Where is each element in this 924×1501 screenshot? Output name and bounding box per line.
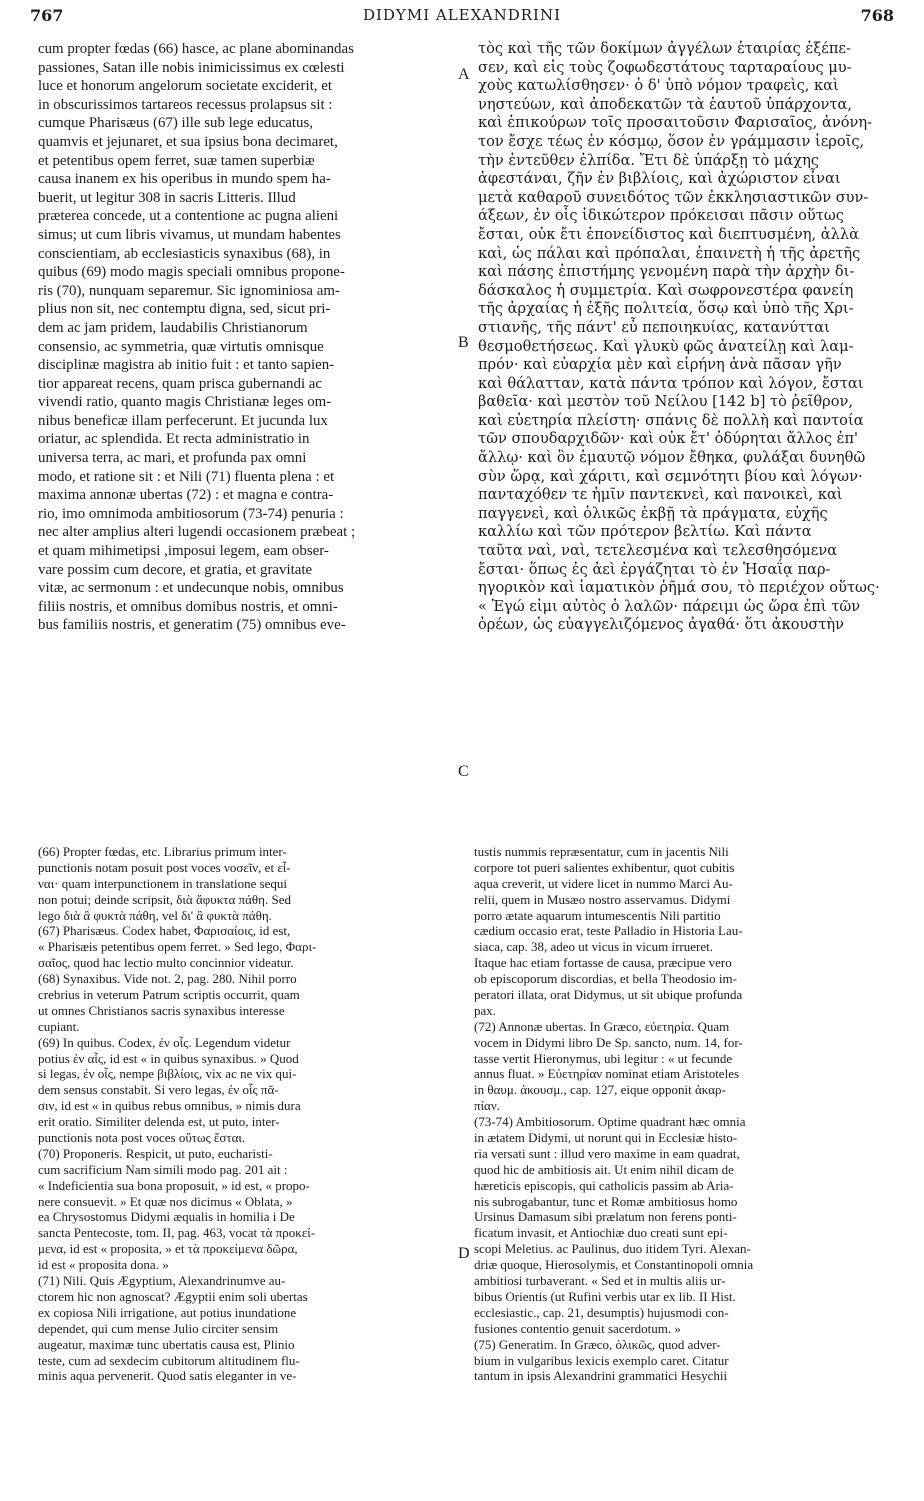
greek-text-line: παγγενεὶ, καὶ ὁλικῶς ἐκβῇ τὰ πράγματα, εὐχῆς [478,504,828,522]
latin-text-line: nec alter amplius alteri lugendi occasionem præbeat ; [38,524,356,541]
latin-text-line: in obscurissimos tartareos recessus prolapsus sit : [38,96,333,113]
footnote-line: πίαν. [474,1098,500,1114]
footnote-line: Itaque hac etiam fortasse de causa, præcipue vero [474,955,732,971]
footnote-line: augeatur, maximæ tunc ubertatis causa est, Plinio [38,1336,295,1352]
latin-text-line: quibus (69) modo magis speciali omnibus propone- [38,264,345,281]
greek-text-line: τὸς καὶ τῆς τῶν δοκίμων ἀγγέλων ἑταιρίας ἐξέπε- [478,40,851,57]
footnote-line: σιν, id est « in quibus rebus omnibus, » nimis dura [38,1098,301,1114]
left-page-number: 767 [30,6,64,25]
greek-text-line: σεν, καὶ εἰς τοὺς ζοφωδεστάτους ταρταραίους μυ- [478,58,852,76]
latin-text-line: vare possim cum decore, et gratia, et gravitate [38,561,313,578]
greek-text-line: ἄλλῳ· καὶ ὃν ἐμαυτῷ νόμον ἔθηκα, φυλάξαι δυνηθῶ [478,449,866,467]
footnote-line: corpore tot pueri salientes exhibentur, quot cubitis [474,859,735,875]
footnote-line: ea Chrysostomus Didymi æqualis in homilia i De [38,1209,295,1225]
footnote-line: siaca, cap. 38, adeo ut vicus in vicum irrueret. [474,939,713,955]
footnotes-left-column [38,844,456,1384]
footnote-line: ria versati sunt : illud vero maxime in eam quadrat, [474,1145,740,1161]
latin-text-line: oriatur, ac splendida. Et recta administratio in [38,431,310,448]
greek-text-line: άξεων, ἐν οἷς ἰδικώτερον πρόκεισαι πᾶσιν οὕτως [478,207,844,225]
latin-text-line: tior appareat recens, quam prisca gubernandi ac [38,375,323,392]
latin-text-line: vivendi ratio, quanto magis Christianæ leges om- [38,394,332,411]
latin-text-line: nibus beneficæ illam perfecerunt. Et jucunda lux [38,412,328,429]
latin-text-line: dem ac jam pridem, laudabilis Christianorum [38,319,308,336]
greek-text-line: σὺν ὥρᾳ, καὶ χάριτι, καὶ σεμνότητι βίου καὶ λόγων· [478,467,863,485]
footnote-line: « Indeficientia sua bona proposuit, » id est, « propo- [38,1177,310,1193]
footnote-line: teste, cum ad sexdecim cubitorum altitudinem flu- [38,1352,300,1368]
footnote-line: id est « proposita dona. » [38,1257,169,1273]
greek-text-line: καὶ ἐπικούρων τοῖς προσαιτοῦσιν Φαρισαῖος, ἀνόνη- [478,114,873,132]
latin-text-line: quamvis et jejunaret, et sua ipsius bona decimaret, [38,133,338,150]
greek-text-line: ἔσται, οὐκ ἔτι ἐπονείδιστος καὶ διεπτυσμένη, ἀλλὰ [478,225,859,243]
latin-text-line: luce et honorum angelorum societate exciderit, et [38,78,332,95]
latin-text-line: plius non sit, nec contemptu digna, sed, sicut pri- [38,301,331,318]
footnote-line: (72) Annonæ ubertas. In Græco, εὐετηρία. Quam [474,1018,730,1034]
footnote-line: in θαυμ. ἀκουσμ., cap. 127, eique opponit ἀκαρ- [474,1082,726,1098]
latin-text-line: et petentibus opem ferret, suæ tamen superbiæ [38,152,315,169]
footnote-line: σαῖος, quod hac lectio multo concinnior videatur. [38,955,294,971]
footnote-line: cupiant. [38,1018,80,1034]
footnote-line: ficatum invasit, et Antiochiæ duo creati sunt epi- [474,1225,728,1241]
greek-text-line: βαθεῖα· καὶ μεστὸν τοῦ Νείλου [142 b] τὸ ῥεῖθρον, [478,393,854,411]
margin-marker-a: A [458,66,470,83]
latin-text-line: filiis nostris, et omnibus domibus nostris, et omni- [38,598,338,615]
footnote-line: relii, quem in Musæo nostro asservamus. Didymi [474,891,731,907]
footnote-line: dependet, qui cum mense Julio circiter sensim [38,1320,279,1336]
footnote-line: (66) Propter fœdas, etc. Librarius primum inter- [38,844,287,859]
latin-text-line: vitæ, ac sermonum : et undecunque nobis, omnibus [38,580,344,597]
footnote-line: nis subrogabantur, tunc et Romæ ambitiosus homo [474,1193,738,1209]
latin-text-line: rio, imo omnimoda ambitiosorum (73-74) penuria : [38,505,344,522]
greek-text-line: πανταχόθεν τε ἡμῖν παντεκνεὶ, καὶ πανοικεὶ, καὶ [478,486,843,504]
latin-text-line: buerit, ut legitur 308 in sacris Litteris. Illud [38,189,296,206]
greek-text-line: νηστεύων, καὶ ἀποδεκατῶν τὰ ἑαυτοῦ ὑπάρχοντα, [478,95,852,113]
footnote-line: punctionis nota post voces οὕτως ἔσται. [38,1130,246,1146]
footnote-line: porro ætate aquarum intumescentis Nili partitio [474,907,721,923]
latin-text-line: maxima annonæ ubertas (72) : et magna e contra- [38,487,334,504]
footnote-line: (69) In quibus. Codex, ἐν οἷς. Legendum videtur [38,1034,291,1050]
footnote-line: driæ quoque, Hierosolymis, et Constantinopoli omnia [474,1257,754,1273]
latin-text-line: cumque Pharisæus (67) ille sub lege educatus, [38,115,314,132]
greek-text-column [478,40,898,635]
footnote-line: (73-74) Ambitiosorum. Optime quadrant hæc omnia [474,1114,746,1130]
footnote-line: Ursinus Damasum sibi prælatum non ferens ponti- [474,1209,737,1225]
footnote-line: (70) Proponeris. Respicit, ut puto, eucharisti- [38,1145,273,1161]
greek-text-line: χοὺς κατωλίσθησεν· ὁ δ' ὑπὸ νόμον τραφεὶς, καὶ [478,77,839,95]
greek-text-line: δάσκαλος ἡ συμμετρία. Καὶ σωφρονεστέρα φανείη [478,281,854,299]
footnote-line: lego διὰ ἃ φυκτὰ πάθη, vel δι' ἃ φυκτὰ πάθη. [38,907,272,923]
greek-text-line: τον ἔσχε τέως ἐν κόσμῳ, ὅσον ἐν γράμμασιν ἱεροῖς, [478,132,865,150]
footnote-line: ob episcoporum discordias, et bella Theodosio im- [474,971,737,987]
footnote-line: ναι· quam interpunctionem in translatione sequi [38,875,288,891]
greek-text-line: ηγορικὸν καὶ ἰαματικὸν ῥῆμά σου, τὸ περιέχον οὕτως· [478,579,880,597]
greek-text-line: θεσμοθετήσεως. Καὶ γλυκὺ φῶς ἀνατείλῃ καὶ λαμ- [478,337,854,355]
latin-text-line: cum propter fœdas (66) hasce, ac plane abominandas [38,41,354,57]
latin-text-line: et quam mihimetipsi ,imposui legem, eam obser- [38,543,329,560]
greek-text-line: καλλίω καὶ τῶν πρότερον βελτίω. Καὶ πάντα [478,523,812,541]
footnote-line: ctorem hic non agnoscat? Ægyptii enim soli ubertas [38,1288,308,1304]
greek-text-line: καὶ, ὡς πάλαι καὶ πρόπαλαι, ἐπαινετὴ ἡ τῆς ἀρετῆς [478,244,861,262]
footnote-line: non potui; deinde scripsit, διὰ ἄφυκτα πάθη. Sed [38,891,291,907]
greek-text-line: τὴν ἐντεῦθεν ἐλπίδα. Ἔτι δὲ ὑπάρξῃ τὸ μάχης [478,151,820,169]
footnote-line: fusiones contentio genuit sacerdotum. » [474,1320,681,1336]
footnote-line: dem sensus constabit. Si vero legas, ἐν οἷς πᾶ- [38,1082,279,1098]
greek-text-line: ἀφεστάναι, ζῆν ἐν βιβλίοις, καὶ ἀχώριστον εἶναι [478,170,841,188]
latin-text-line: disciplinæ magistra ab initio fuit : et tanto sapien- [38,357,335,374]
margin-marker-d: D [458,1245,470,1262]
latin-text-line: modo, et ratione sit : et Nili (71) fluenta plena : et [38,468,335,485]
latin-text-line: præterea concede, ut a contentione ac pugna alieni [38,208,339,225]
greek-text-line: ταῦτα ναὶ, ναὶ, τετελεσμένα καὶ τελεσθησόμενα [478,542,838,560]
greek-text-line: ὀρέων, ὡς εὐαγγελιζόμενος ἀγαθά· ὅτι ἀκουστὴν [478,616,845,634]
margin-marker-c: C [458,763,469,780]
latin-text-line: causa inanem ex his operibus in mundo spem ha- [38,171,331,188]
footnote-line: bibus Orientis (ut Rufini verbis utar ex lib. II Hist. [474,1288,736,1304]
greek-text-line: στιανῆς, τῆς πάντ' εὖ πεποιηκυίας, κατανύτται [478,318,830,336]
footnote-line: annus fluat. » Εὐετηρίαν nominat etiam Aristoteles [474,1066,740,1082]
footnote-line: si legas, ἐν οἷς, nempe βιβλίοις, vix ac ne vix qui- [38,1066,297,1082]
footnote-line: nere consuevit. » Et quæ nos dicimus « Oblata, » [38,1193,293,1209]
latin-text-line: bus familiis nostris, et generatim (75) omnibus eve- [38,617,346,634]
footnote-line: cum sacrificium Nam simili modo pag. 201 ait : [38,1161,288,1177]
greek-text-line: μετὰ καθαροῦ συνειδότος τῶν ἐκκλησιαστικῶν συν- [478,188,869,206]
footnote-line: crebrius in veterum Patrum scriptis occurrit, quam [38,987,300,1003]
footnote-line: scopi Meletius. ac Paulinus, duo itidem Tyri. Alexan- [474,1241,751,1257]
greek-text-line: « Ἐγώ εἰμι αὐτὸς ὁ λαλῶν· πάρειμι ὡς ὥρα ἐπὶ τῶν [478,597,861,615]
footnote-line: pax. [474,1002,497,1018]
footnote-line: ecclesiastic., cap. 21, desumptis) hujusmodi con- [474,1304,729,1320]
footnote-line: in ætatem Didymi, ut norunt qui in Ecclesiæ histo- [474,1130,738,1146]
footnote-line: hæreticis episcopis, qui catholicis passim ab Aria- [474,1177,734,1193]
footnote-line: punctionis notam posuit post voces νοσεῖν, et εἶ- [38,859,291,875]
running-title: DIDYMI ALEXANDRINI [362,6,562,24]
footnotes-right-column [474,844,896,1384]
footnote-line: ut omnes Christianos sacris synaxibus interesse [38,1002,285,1018]
footnote-line: (75) Generatim. In Græco, ὁλικῶς, quod adver- [474,1336,721,1352]
footnote-line: peratori illata, orat Didymus, ut sit ubique profunda [474,987,743,1003]
footnote-line: tustis nummis repræsentatur, cum in jacentis Nili [474,844,729,859]
latin-text-line: consensio, ac symmetria, quæ virtutis omnisque [38,338,324,355]
greek-text-line: ἔσται· ὅπως ἐς ἀεὶ ἐργάζηται τὸ ἐν Ἡσαΐᾳ παρ- [478,560,831,578]
footnote-line: erit oratio. Similiter delenda est, ut puto, inter- [38,1114,280,1130]
margin-marker-b: B [458,334,469,351]
page-header [30,6,894,36]
footnote-line: tantum in ipsis Alexandrini grammatici Hesychii [474,1368,728,1384]
footnote-line: (67) Pharisæus. Codex habet, Φαρισαίοις, id est, [38,923,291,939]
footnote-line: (71) Nili. Quis Ægyptium, Alexandrinumve au- [38,1273,286,1289]
greek-text-line: καὶ εὐετηρία πλείστη· σπάνις δὲ πολλὴ καὶ παντοία [478,411,864,429]
footnote-line: potius ἐν αἷς, id est « in quibus synaxibus. » Quod [38,1050,299,1066]
greek-text-line: καὶ πάσης ἐπιστήμης γενομένη παρὰ τὴν ἀρχὴν δι- [478,263,855,281]
footnote-line: tasse vertit Hieronymus, ubi legitur : « ut fecunde [474,1050,733,1066]
latin-text-line: universa terra, ac mari, et profunda pax omni [38,450,307,467]
footnote-line: sancta Pentecoste, tom. II, pag. 463, vocat τὰ προκεί- [38,1225,316,1241]
latin-text-line: conscientiam, ab ecclesiasticis synaxibus (68), in [38,245,331,262]
footnote-line: quod hic de ambitiosis ait. Ut enim nihil dicam de [474,1161,734,1177]
footnote-line: (68) Synaxibus. Vide not. 2, pag. 280. Nihil porro [38,971,297,987]
footnote-line: minis aqua pervenerit. Quod satis eleganter in ve- [38,1368,297,1384]
latin-text-line: simus; ut cum libris vivamus, ut mundam habentes [38,226,341,243]
latin-text-line: passiones, Satan ille nobis inimicissimus ex cœlesti [38,59,345,76]
greek-text-line: καὶ θάλατταν, κατὰ πάντα τρόπον καὶ λόγον, ἔσται [478,374,864,392]
footnote-line: « Pharisæis petentibus opem ferret. » Sed lego, Φαρι- [38,939,317,955]
right-page-number: 768 [860,6,894,25]
greek-text-line: τῆς ἀρχαίας ἡ ἐξῆς πολιτεία, ὅσῳ καὶ ὑπὸ τῆς Χρι- [478,300,854,318]
greek-text-line: τῶν σπουδαρχιδῶν· καὶ οὐκ ἔτ' ὀδύρηται ἄλλος ἐπ' [478,430,859,448]
latin-text-line: ris (70), nunquam separemur. Sic ignominiosa am- [38,282,340,299]
footnote-line: bium in vulgaribus lexicis exemplo caret. Citatur [474,1352,729,1368]
footnote-line: vocem in Didymi libro De Sp. sancto, num. 14, for- [474,1034,743,1050]
greek-text-line: πρόν· καὶ εὐαρχία μὲν καὶ εἰρήνη ἀνὰ πᾶσαν γῆν [478,356,842,374]
footnote-line: ambitiosi turbaverant. « Sed et in multis aliis ur- [474,1273,726,1289]
footnote-line: μενα, id est « proposita, » et τὰ προκείμενα δῶρα, [38,1241,298,1257]
footnote-line: ex copiosa Nili irrigatione, aut potius inundatione [38,1304,297,1320]
footnote-line: aqua creverit, ut videre licet in nummo Marci Au- [474,875,733,891]
latin-text-column [38,40,458,635]
footnote-line: cædium occasio erat, teste Palladio in Historia Lau- [474,923,743,939]
